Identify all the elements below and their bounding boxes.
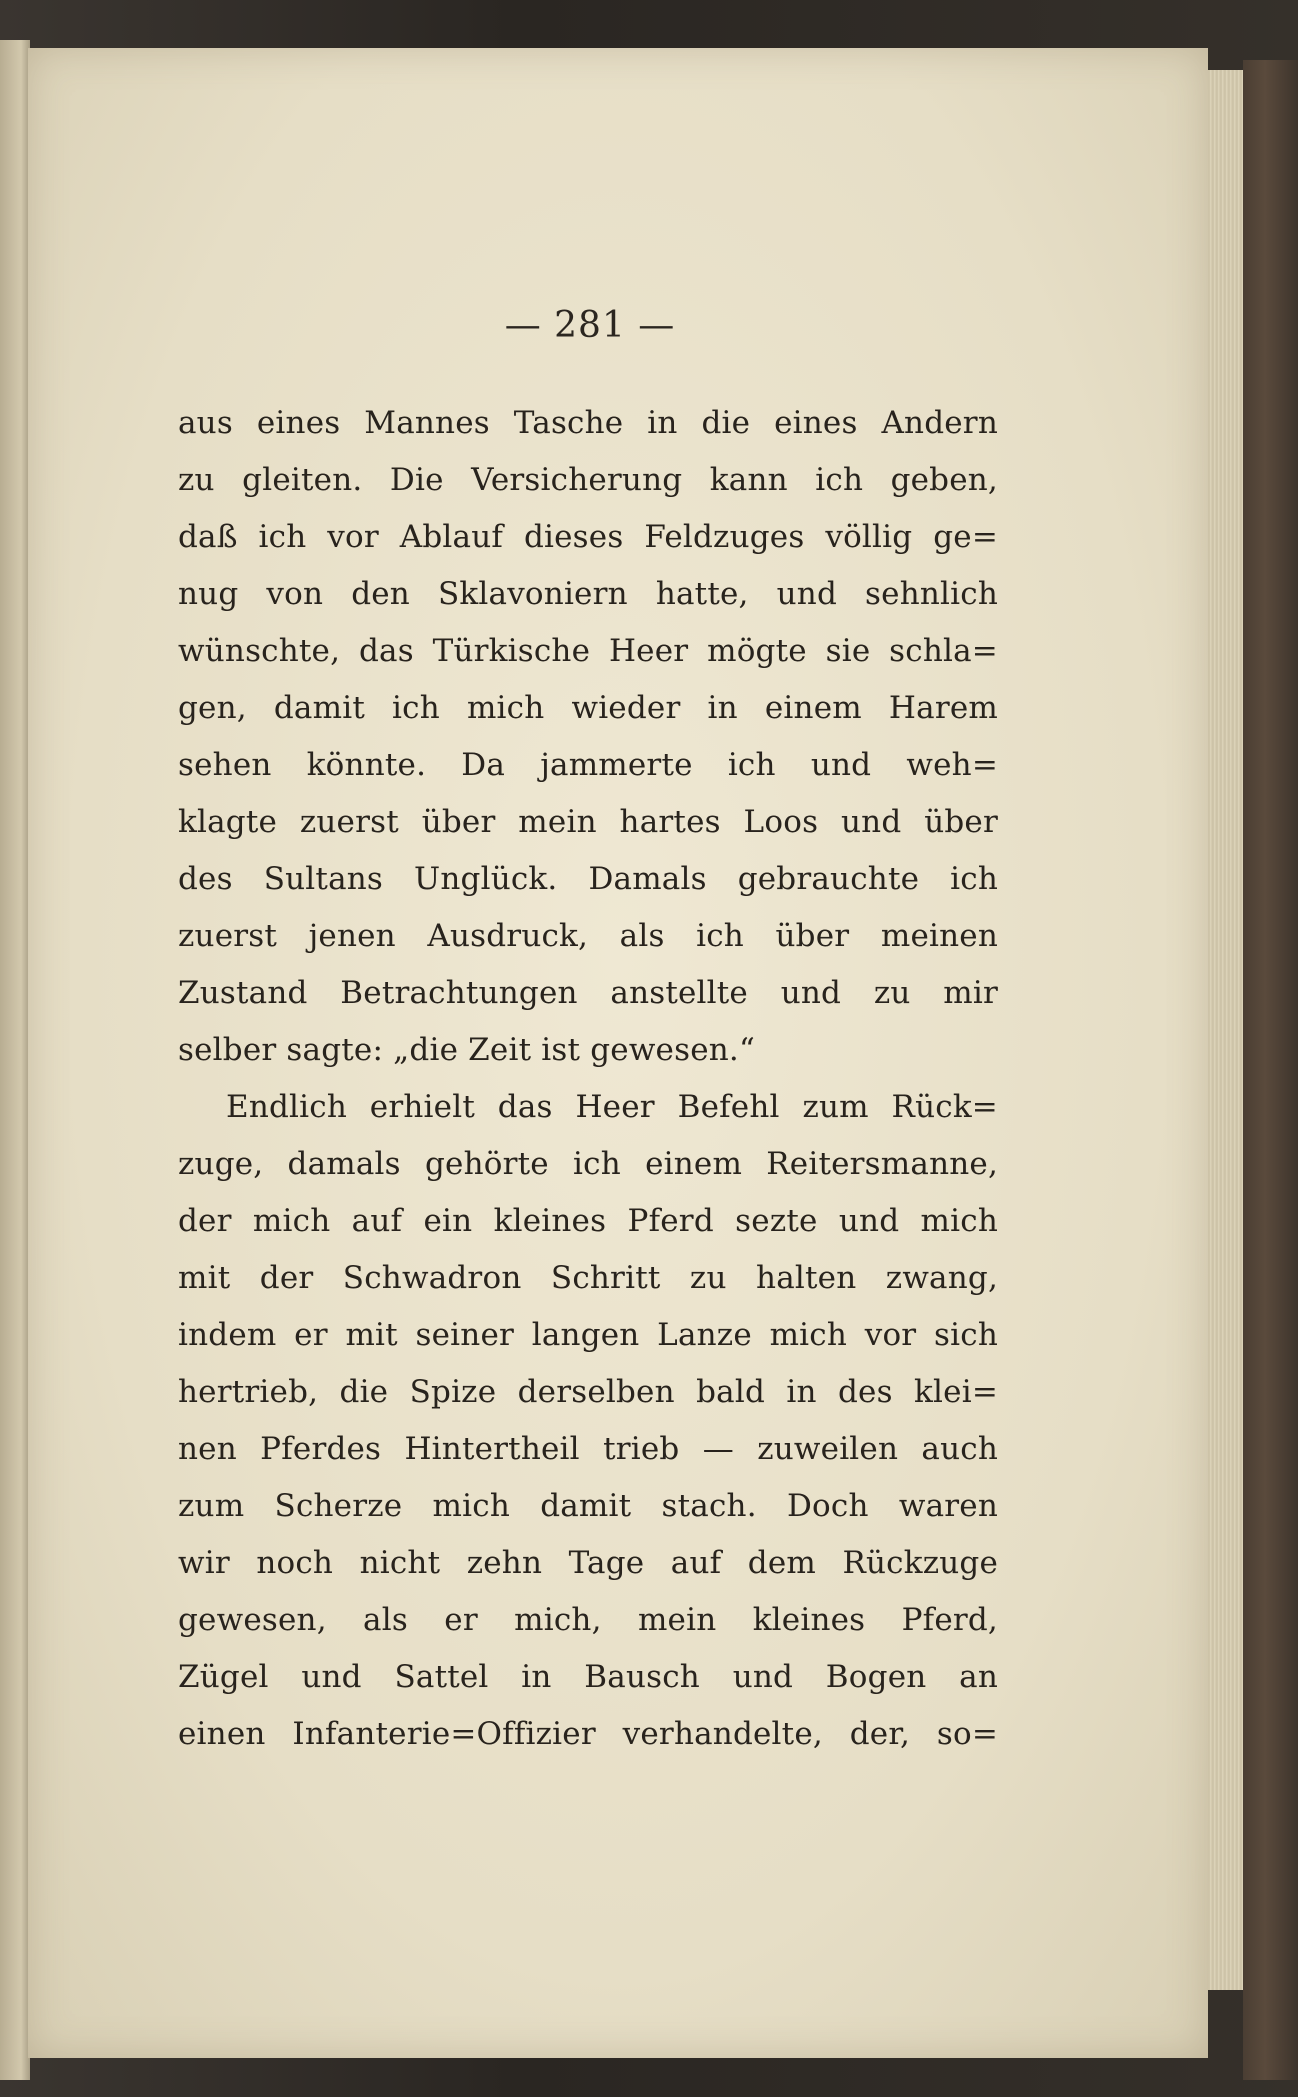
text-line: Zustand Betrachtungen anstellte und zu mir: [178, 975, 998, 1011]
text-line: selber sagte: „die Zeit ist gewesen.“: [178, 1032, 756, 1068]
text-line: aus eines Mannes Tasche in die eines Andern: [178, 405, 998, 441]
text-line: Zügel und Sattel in Bausch und Bogen an: [178, 1659, 998, 1695]
text-line: hertrieb, die Spize derselben bald in des klei=: [178, 1374, 998, 1410]
text-line: der mich auf ein kleines Pferd sezte und mich: [178, 1203, 998, 1239]
left-page-edge: [0, 40, 30, 2080]
book-board-right: [1243, 60, 1298, 2080]
text-line: sehen könnte. Da jammerte ich und weh=: [178, 747, 998, 783]
text-line: wünschte, das Türkische Heer mögte sie schla=: [178, 633, 998, 669]
text-line: nug von den Sklavoniern hatte, und sehnlich: [178, 576, 998, 612]
text-line: wir noch nicht zehn Tage auf dem Rückzuge: [178, 1545, 998, 1581]
text-line: gen, damit ich mich wieder in einem Harem: [178, 690, 998, 726]
text-line: zuerst jenen Ausdruck, als ich über meinen: [178, 918, 998, 954]
text-line: daß ich vor Ablauf dieses Feldzuges völlig ge=: [178, 519, 998, 555]
text-line: klagte zuerst über mein hartes Loos und über: [178, 804, 998, 840]
text-line: nen Pferdes Hintertheil trieb — zuweilen auch: [178, 1431, 998, 1467]
text-line: mit der Schwadron Schritt zu halten zwang,: [178, 1260, 998, 1296]
text-line: indem er mit seiner langen Lanze mich vor sich: [178, 1317, 998, 1353]
body-text: [178, 395, 998, 1763]
text-line: zuge, damals gehörte ich einem Reitersmanne,: [178, 1146, 998, 1182]
text-line: gewesen, als er mich, mein kleines Pferd,: [178, 1602, 998, 1638]
text-line: Endlich erhielt das Heer Befehl zum Rück=: [226, 1089, 998, 1125]
text-line: einen Infanterie=Offizier verhandelte, der, so=: [178, 1716, 998, 1752]
text-line: zu gleiten. Die Versicherung kann ich geben,: [178, 462, 998, 498]
text-line: des Sultans Unglück. Damals gebrauchte ich: [178, 861, 998, 897]
text-line: zum Scherze mich damit stach. Doch waren: [178, 1488, 998, 1524]
page-number: — 281 —: [504, 305, 676, 346]
